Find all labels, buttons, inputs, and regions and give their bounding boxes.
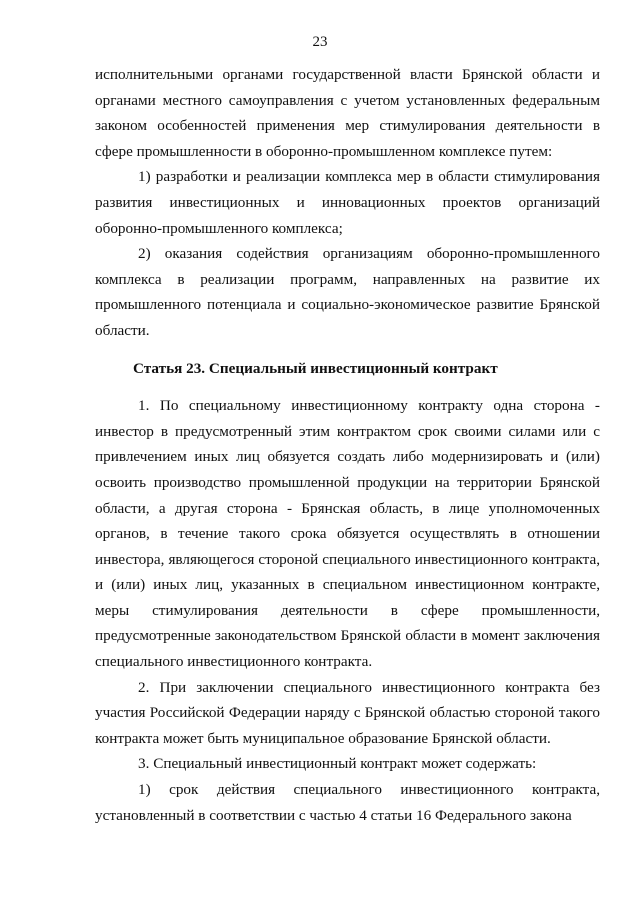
paragraph-clause-1: 1. По специальному инвестиционному контракту одна сторона - инвестор в предусмотренный этим контрактом срок своими силами или с привлечением иных лиц обязуется создать либо модернизировать и (или) освоить производство промышленной продукции на территории Брянской области, а другая сторона - Брянская область, в лице уполномоченных органов, в течение такого срока обязуется осуществлять в отношении инвестора, являющегося стороной специального инвестиционного контракта, и (или) иных лиц, указанных в специальном инвестиционном контракте, меры стимулирования деятельности в сфере промышленности, предусмотренные законодательством Брянской области в момент заключения специального инвестиционного контракта. (95, 397, 600, 671)
paragraph-clause-2: 2. При заключении специального инвестиционного контракта без участия Российской Федерации наряду с Брянской областью стороной такого контракта может быть муниципальное образование Брянской области. (95, 678, 600, 747)
article-heading: Статья 23. Специальный инвестиционный контракт (133, 359, 498, 377)
paragraph-subitem-1: 1) срок действия специального инвестиционного контракта, установленный в соответствии с частью 4 статьи 16 Федерального закона (95, 781, 600, 824)
paragraph-intro-continuation: исполнительными органами государственной власти Брянской области и органами местного самоуправления с учетом установленных федеральным законом особенностей применения мер стимулирования деятельности в сфере промышленности в оборонно-промышленном комплексе путем: (95, 66, 600, 160)
paragraph-item-1: 1) разработки и реализации комплекса мер в области стимулирования развития инвестиционных и инновационных проектов организаций оборонно-промышленного комплекса; (95, 168, 600, 237)
document-body (95, 62, 600, 828)
paragraph-item-2: 2) оказания содействия организациям оборонно-промышленного комплекса в реализации программ, направленных на развитие их промышленного потенциала и социально-экономическое развитие Брянской области. (95, 245, 600, 339)
page-number: 23 (312, 34, 328, 50)
paragraph-clause-3: 3. Специальный инвестиционный контракт может содержать: (138, 755, 537, 773)
